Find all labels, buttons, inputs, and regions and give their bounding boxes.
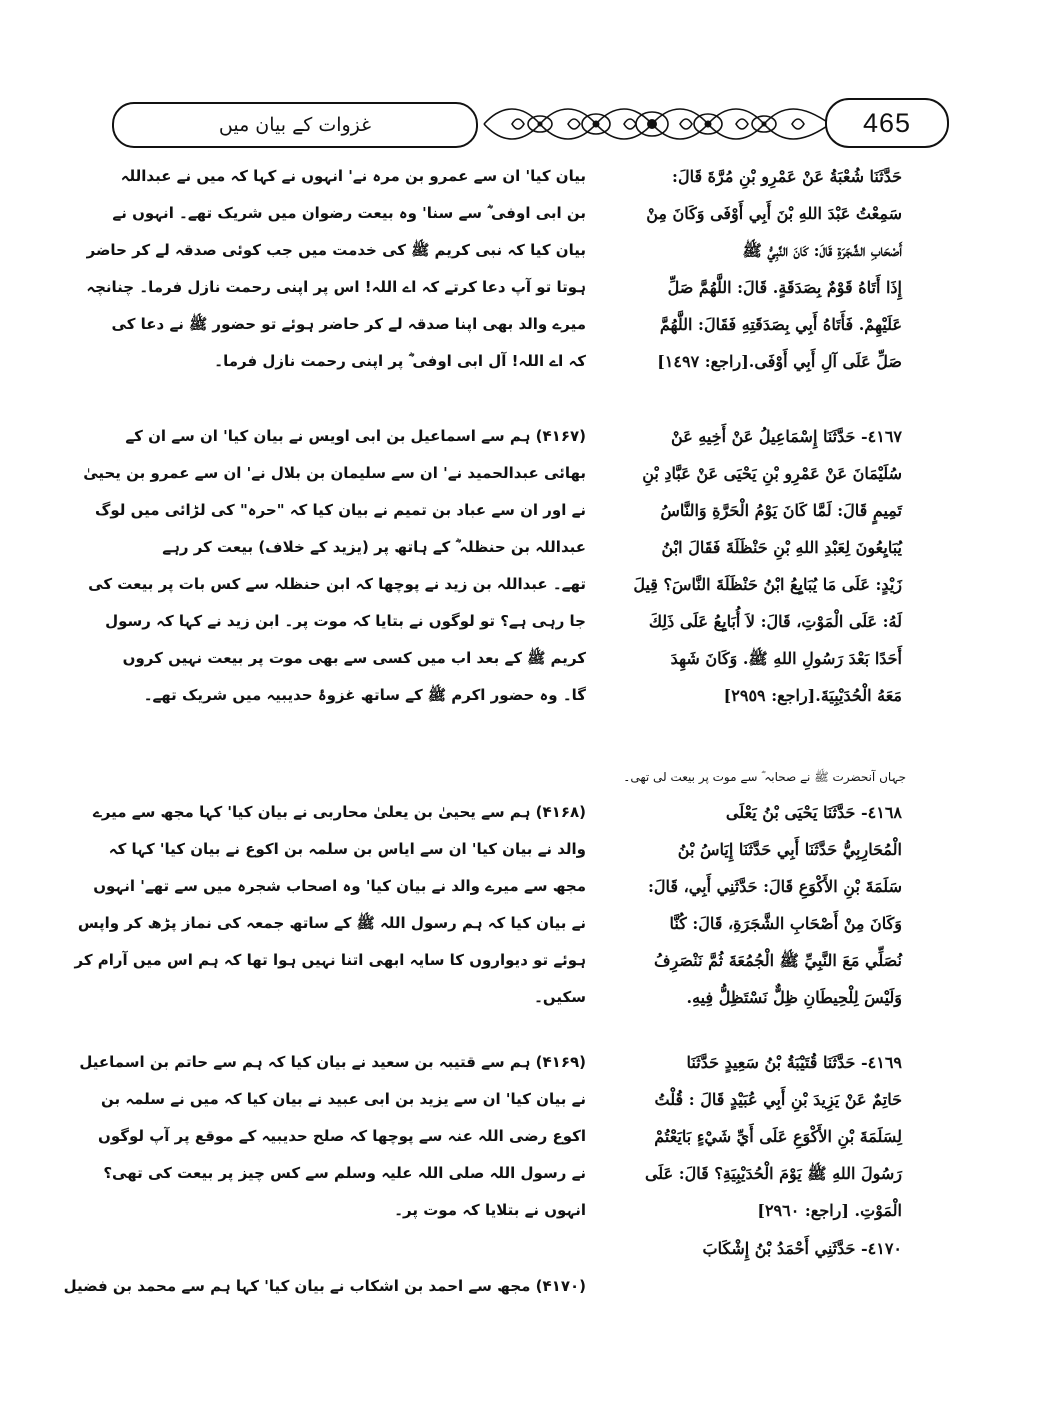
urdu-line: اکوع رضی اللہ عنہ سے پوچھا کہ صلح حدیبیہ کے موقع پر آپ لوگوں [98,1127,586,1145]
urdu-line: ہوئے تو دیواروں کا سایہ ابھی اتنا نہیں ہوا تھا کہ ہم اس میں آرام کر [74,951,586,969]
urdu-line: نے رسول اللہ صلی اللہ علیہ وسلم سے کس چیز پر بیعت کی تھی؟ [103,1164,586,1182]
urdu-line: والد نے بیان کیا' ان سے ایاس بن سلمہ بن اکوع نے بیان کیا' کہا کہ [108,840,586,858]
arabic-line: عَلَيْهِمْ. فَأَتَاهُ أَبِي بِصَدَقَتِهِ فَقَالَ: اللَّهُمَّ [659,315,902,334]
urdu-text-block-4 [79,1044,586,1229]
urdu-text-block-5 [63,1268,586,1305]
arabic-text-block-3 [604,794,902,1016]
arabic-line: حَدَّثَنَا شُعْبَةُ عَنْ عَمْرِو بْنِ مُرَّةَ قَالَ: [672,167,902,186]
urdu-line: نے بیان کیا' ان سے یزید بن ابی عبید نے بیان کیا کہ میں نے سلمہ بن [100,1090,586,1108]
arabic-line: لَهُ: عَلَى الْمَوْتِ، قَالَ: لاَ أُبَايِعُ عَلَى ذَلِكَ [648,612,902,631]
arabic-line: أَصْحَابِ الشَّجَرَةِ قَالَ: كَانَ النَّبِيُّ ﷺ [742,241,902,260]
arabic-line: مَعَهُ الْحُدَيْبِيَةَ.[راجع: ٢٩٥٩] [723,686,902,705]
arabic-line: رَسُولَ اللهِ ﷺ يَوْمَ الْحُدَيْبِيَةِ؟ قَالَ: عَلَى [644,1164,902,1183]
urdu-line: گا۔ وہ حضور اکرم ﷺ کے ساتھ غزوۂ حدیبیہ میں شریک تھے۔ [143,686,586,704]
urdu-line: ہوتا تو آپ دعا کرتے کہ اے اللہ! اس پر اپنی رحمت نازل فرما۔ چنانچہ [86,278,586,296]
arabic-line: زَيْدٍ: عَلَى مَا يُبَايِعُ ابْنُ حَنْظَلَةَ النَّاسَ؟ قِيلَ [633,575,902,594]
arabic-line: وَكَانَ مِنْ أَصْحَابِ الشَّجَرَةِ، قَالَ: كُنَّا [669,914,902,933]
urdu-line: (۴۱۶۷) ہم سے اسماعیل بن ابی اویس نے بیان کیا' ان سے ان کے [125,427,586,445]
urdu-line: سکیں۔ [534,988,586,1006]
urdu-line: میرے والد بھی اپنا صدقہ لے کر حاضر ہوئے تو حضور ﷺ نے دعا کی [111,315,586,333]
arabic-line: سَلَمَةَ بْنِ الأَكْوَعِ قَالَ: حَدَّثَنِي أَبِي، قَالَ: [648,877,902,896]
chapter-title-frame [112,102,478,148]
arabic-line: تَمِيمٍ قَالَ: لَمَّا كَانَ يَوْمُ الْحَرَّةِ وَالنَّاسُ [660,501,902,520]
ornament-border-icon [482,98,832,150]
urdu-line: (۴۱۶۸) ہم سے یحییٰ بن یعلیٰ محاربی نے بیان کیا' کہا مجھ سے میرے [93,803,586,821]
arabic-line: إِذَا أَتَاهُ قَوْمٌ بِصَدَقَةٍ. قَالَ: اللَّهُمَّ صَلِّ [667,278,902,297]
arabic-line: سُلَيْمَانَ عَنْ عَمْرِو بْنِ يَحْيَى عَنْ عَبَّادِ بْنِ [642,464,902,483]
urdu-line: کریم ﷺ کے بعد اب میں کسی سے بھی موت پر بیعت نہیں کروں [122,649,586,667]
chapter-title: غزوات کے بیان میں [218,114,372,136]
urdu-line: بیان کیا' ان سے عمرو بن مرہ نے' انہوں نے کہا کہ میں نے عبداللہ [120,167,586,185]
page-number: 465 [862,107,912,138]
arabic-line: يُبَايِعُونَ لِعَبْدِ اللهِ بْنِ حَنْظَلَةَ فَقَالَ ابْنُ [661,538,902,557]
urdu-line: تھے۔ عبداللہ بن زید نے پوچھا کہ ابن حنظلہ سے کس بات پر بیعت کی [88,575,586,593]
arabic-line: وَلَيْسَ لِلْحِيطَانِ ظِلٌّ نَسْتَظِلُّ فِيهِ. [686,988,902,1007]
arabic-line: الْمُحَارِبِيُّ حَدَّثَنَا أَبِي حَدَّثَنَا إِيَاسُ بْنُ [677,840,902,859]
urdu-text-block-3 [74,794,586,1016]
urdu-line: بن ابی اوفی ؓ سے سنا' وہ بیعت رضوان میں شریک تھے۔ انہوں نے [112,204,586,222]
page-number-frame [825,98,949,148]
arabic-line: حَاتِمٌ عَنْ يَزِيدَ بْنِ أَبِي عُبَيْدٍ قَالَ : قُلْتُ [654,1090,902,1109]
footnote: جہاں آنحضرت ﷺ نے صحابہ ؓ سے موت پر بیعت لی تھی۔ [623,770,906,784]
urdu-line: عبداللہ بن حنظلہ ؓ کے ہاتھ پر (یزید کے خلاف) بیعت کر رہے [162,538,586,556]
urdu-text-block-2 [83,418,586,714]
arabic-line: ٤١٦٧- حَدَّثَنَا إِسْمَاعِيلُ عَنْ أَخِيهِ عَنْ [671,427,902,446]
arabic-line: ٤١٦٩- حَدَّثَنَا قُتَيْبَةُ بْنُ سَعِيدٍ حَدَّثَنَا [686,1053,902,1072]
arabic-text-block-2 [604,418,902,714]
arabic-text-block-1 [604,158,902,380]
urdu-line: بھائی عبدالحمید نے' ان سے سلیمان بن بلال نے' ان سے عمرو بن یحییٰ [83,464,586,482]
urdu-text-block-1 [86,158,586,380]
urdu-line: (۴۱۷۰) مجھ سے احمد بن اشکاب نے بیان کیا' کہا ہم سے محمد بن فضیل [63,1277,586,1295]
arabic-line: لِسَلَمَةَ بْنِ الأَكْوَعِ عَلَى أَيِّ شَيْءٍ بَايَعْتُمْ [654,1127,902,1146]
urdu-line: نے بیان کیا کہ ہم رسول اللہ ﷺ کے ساتھ جمعہ کی نماز پڑھ کر واپس [77,914,586,932]
urdu-line: مجھ سے میرے والد نے بیان کیا' وہ اصحاب شجرہ میں سے تھے' انہوں [93,877,586,895]
arabic-line: سَمِعْتُ عَبْدَ اللهِ بْنَ أَبِي أَوْفَى وَكَانَ مِنْ [646,204,902,223]
arabic-text-block-5 [604,1230,902,1267]
urdu-line: کہ اے اللہ! آل ابی اوفی ؓ پر اپنی رحمت نازل فرما۔ [214,352,586,370]
urdu-line: (۴۱۶۹) ہم سے قتیبہ بن سعید نے بیان کیا کہ ہم سے حاتم بن اسماعیل [79,1053,586,1071]
arabic-text-block-4 [604,1044,902,1229]
arabic-line: ٤١٧٠- حَدَّثَنِي أَحْمَدُ بْنُ إِشْكَابَ [702,1239,902,1258]
urdu-line: جا رہی ہے؟ تو لوگوں نے بتایا کہ موت پر۔ ابن زید نے کہا کہ رسول [105,612,586,630]
arabic-line: صَلِّ عَلَى آلِ أَبِي أَوْفَى.[راجع: ١٤٩٧] [657,352,902,371]
arabic-line: نُصَلِّي مَعَ النَّبِيِّ ﷺ الْجُمُعَةَ ثُمَّ نَنْصَرِفُ [654,951,902,970]
arabic-line: أَحَدًا بَعْدَ رَسُولِ اللهِ ﷺ. وَكَانَ شَهِدَ [670,649,902,668]
arabic-line: ٤١٦٨- حَدَّثَنَا يَحْيَى بْنُ يَعْلَى [725,803,902,822]
urdu-line: انہوں نے بتلایا کہ موت پر۔ [394,1201,586,1219]
urdu-line: نے اور ان سے عباد بن تمیم نے بیان کیا کہ "حرہ" کی لڑائی میں لوگ [94,501,586,519]
arabic-line: الْمَوْتِ. [راجع: ٢٩٦٠] [757,1201,902,1220]
urdu-line: بیان کیا کہ نبی کریم ﷺ کی خدمت میں جب کوئی صدقہ لے کر حاضر [86,241,586,259]
page-header [112,96,944,154]
